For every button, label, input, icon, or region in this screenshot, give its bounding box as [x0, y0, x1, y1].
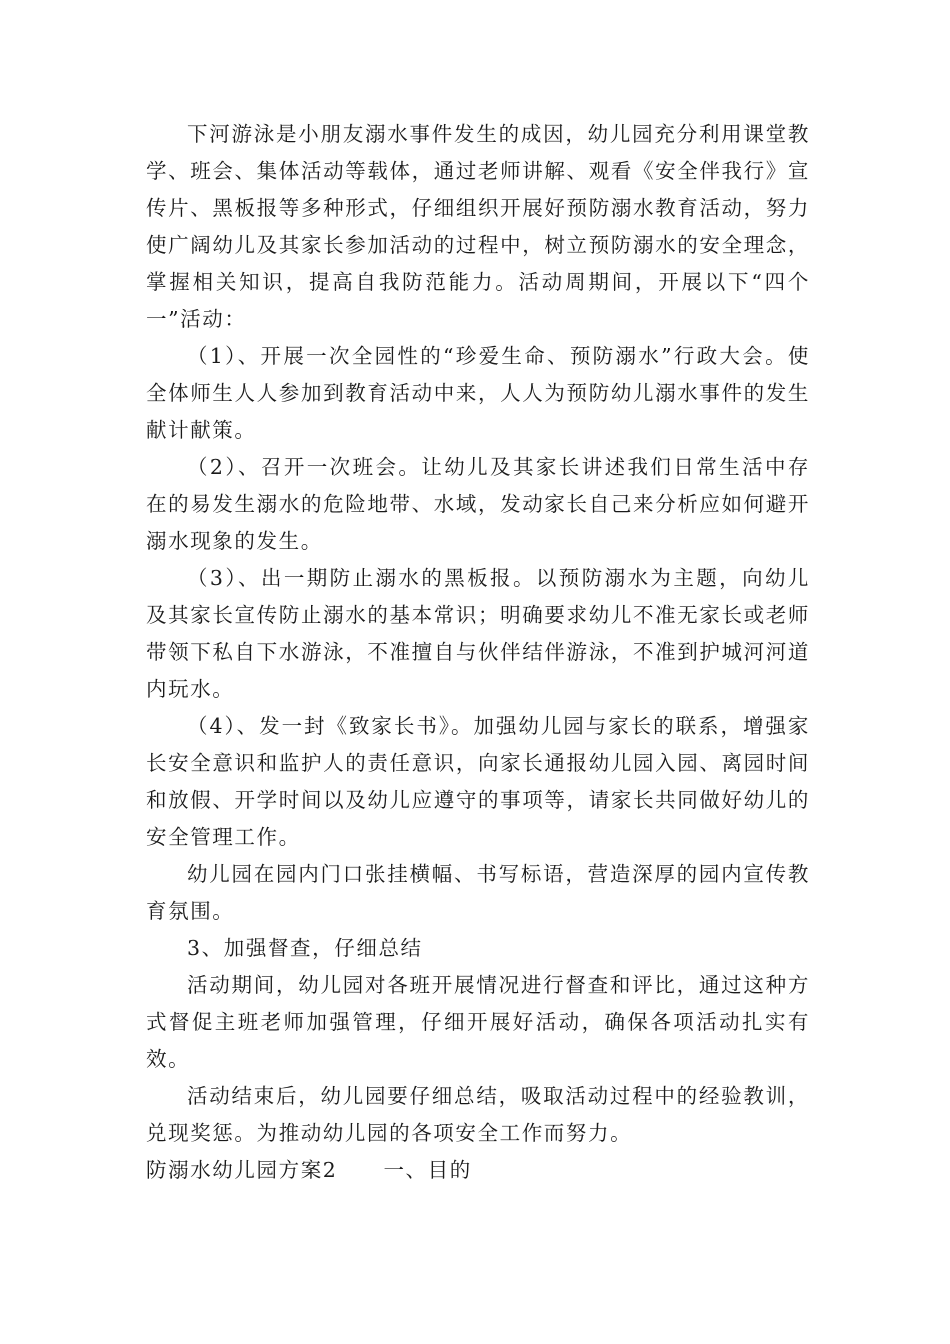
paragraph-summary: 活动结束后，幼儿园要仔细总结，吸取活动过程中的经验教训，兑现奖惩。为推动幼儿园的各项安全工作而努力。 [146, 1084, 810, 1145]
paragraph-supervision: 活动期间，幼儿园对各班开展情况进行督查和评比，通过这种方式督促主班老师加强管理，仔细开展好活动，确保各项活动扎实有效。 [146, 973, 810, 1071]
section-heading-3: 3、加强督查，仔细总结 [187, 936, 423, 960]
paragraph-item-2: （2）、召开一次班会。让幼儿及其家长讲述我们日常生活中存在的易发生溺水的危险地带、水域，发动家长自己来分析应如何避开溺水现象的发生。 [146, 455, 810, 553]
paragraph-item-1: （1）、开展一次全园性的“珍爱生命、预防溺水”行政大会。使全体师生人人参加到教育活动中来，人人为预防幼儿溺水事件的发生献计献策。 [146, 344, 810, 442]
next-document-title: 防溺水幼儿园方案2 [146, 1158, 338, 1182]
next-document-line [146, 1152, 810, 1189]
paragraph-intro: 下河游泳是小朋友溺水事件发生的成因，幼儿园充分利用课堂教学、班会、集体活动等载体，通过老师讲解、观看《安全伴我行》宣传片、黑板报等多种形式，仔细组织开展好预防溺水教育活动，努力使广阔幼儿及其家长参加活动的过程中，树立预防溺水的安全理念，掌握相关知识，提高自我防范能力。活动周期间，开展以下“四个一”活动： [146, 122, 810, 331]
paragraph-banner: 幼儿园在园内门口张挂横幅、书写标语，营造深厚的园内宣传教育氛围。 [146, 862, 810, 923]
paragraph-item-4: （4）、发一封《致家长书》。加强幼儿园与家长的联系，增强家长安全意识和监护人的责任意识，向家长通报幼儿园入园、离园时间和放假、开学时间以及幼儿应遵守的事项等，请家长共同做好幼儿的安全管理工作。 [146, 714, 810, 849]
paragraph-item-3: （3）、出一期防止溺水的黑板报。以预防溺水为主题，向幼儿及其家长宣传防止溺水的基本常识；明确要求幼儿不准无家长或老师带领下私自下水游泳，不准擅自与伙伴结伴游泳，不准到护城河河道内玩水。 [146, 566, 810, 701]
next-document-section: 一、目的 [383, 1158, 472, 1182]
document-body [146, 116, 810, 1189]
